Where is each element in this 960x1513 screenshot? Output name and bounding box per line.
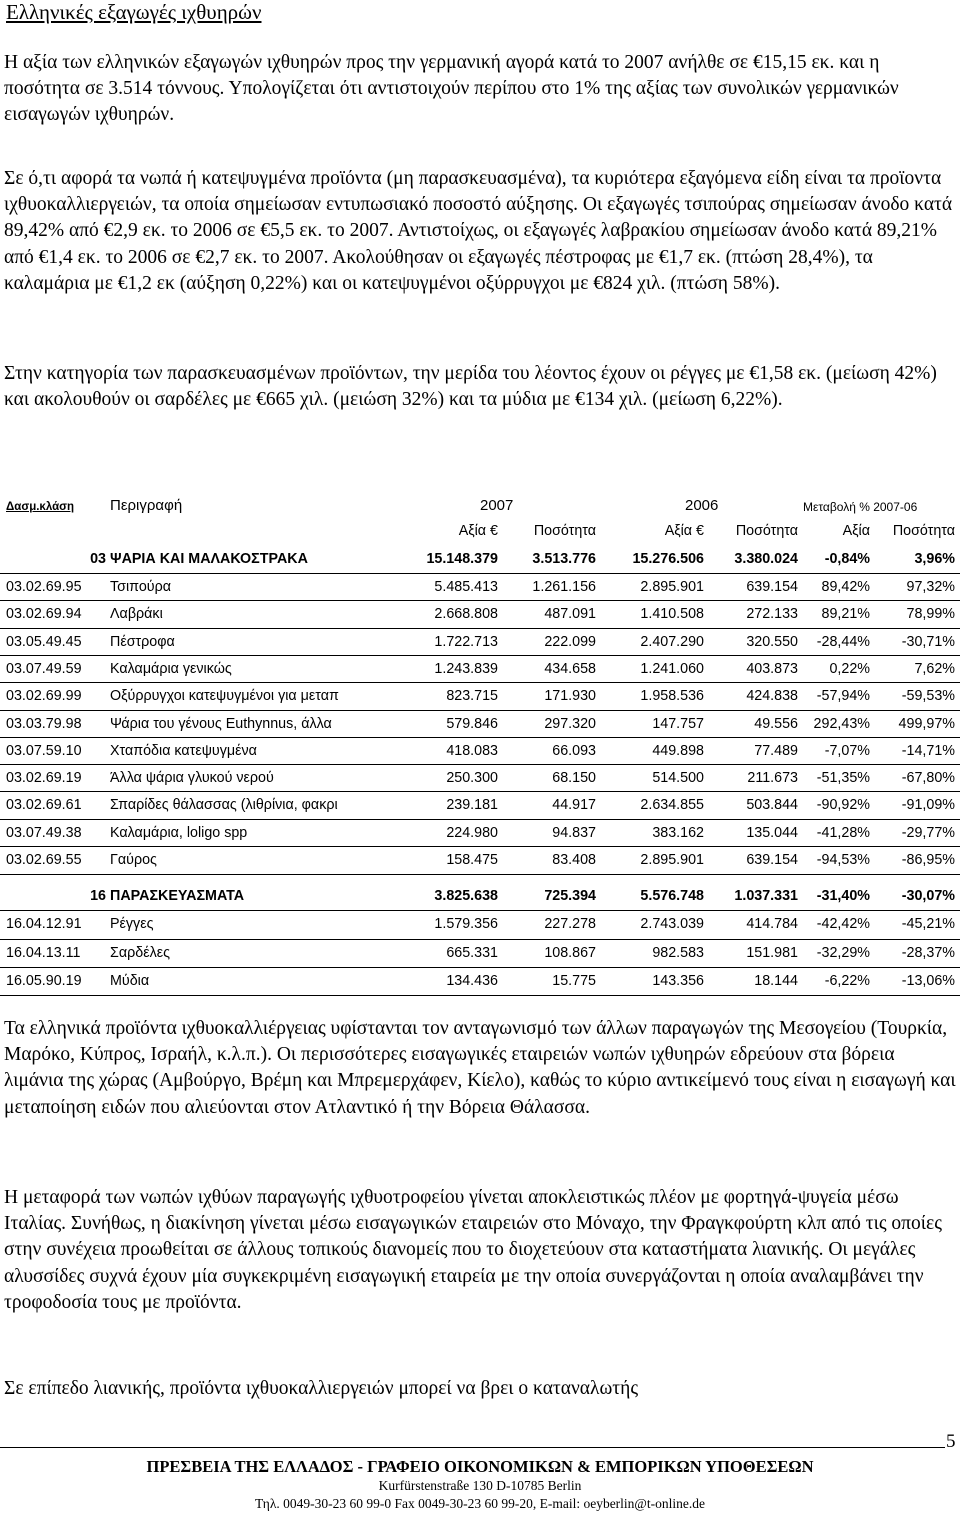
qty-change: 499,97% [898,715,955,732]
subheader-qty-2007: Ποσότητα [533,523,596,539]
qty-change: 97,32% [906,579,955,595]
tariff-code: 03.05.49.45 [6,633,82,650]
value-2007: 239.181 [446,797,498,814]
qty-2007: 434.658 [544,660,596,677]
value-2006: 147.757 [652,715,704,732]
table-row [0,910,960,938]
header-year-2007: 2007 [480,497,514,514]
qty-change: 7,62% [914,660,955,677]
tariff-code: 16.05.90.19 [6,973,82,990]
value-2006: 514.500 [652,770,704,787]
value-2006: 143.356 [652,973,704,990]
qty-2007: 297.320 [544,715,596,732]
paragraph-prepared-products: Στην κατηγορία των παρασκευασμένων προϊόντων, την μερίδα του λέοντος έχουν οι ρέγγες με €1,58 εκ. (μείωση 42%) και ακολουθούν οι σαρδέλες με €665 χιλ. (μειώση 32%) και τα μύδια με €134 χιλ. (μείωση 6,22%). [4,363,937,411]
value-2006: 2.407.290 [640,633,704,650]
table-header-row [0,490,960,517]
group-qty-change: 3,96% [914,551,955,567]
qty-2007: 222.099 [544,633,596,650]
qty-2006: 49.556 [754,715,798,732]
group-code: 03 [90,551,106,567]
qty-2007: 94.837 [552,824,596,841]
qty-2006: 151.981 [746,944,798,961]
qty-2007: 1.261.156 [532,579,596,595]
subheader-value-2006: Αξία € [664,523,704,539]
value-change: -32,29% [816,944,870,961]
footer-divider [0,1447,945,1448]
group-name: ΠΑΡΑΣΚΕΥΑΣΜΑΤΑ [110,888,245,905]
product-description: Άλλα ψάρια γλυκού νερού [110,770,274,787]
page-title: Ελληνικές εξαγωγές ιχθυηρών [6,0,262,24]
tariff-code: 03.02.69.19 [6,770,82,787]
group-value-2006: 15.276.506 [632,551,704,567]
header-year-2006: 2006 [685,497,719,514]
value-2007: 158.475 [446,852,498,868]
tariff-code: 03.07.49.59 [6,660,82,677]
group-qty-2006: 3.380.024 [734,551,798,567]
value-change: -41,28% [816,824,870,841]
value-change: -42,42% [816,916,870,933]
qty-2006: 414.784 [746,916,798,933]
qty-2007: 83.408 [552,852,596,868]
product-description: Τσιπούρα [110,579,171,595]
table-row [0,682,960,710]
value-2007: 224.980 [446,824,498,841]
value-2007: 250.300 [446,770,498,787]
value-2007: 1.579.356 [434,916,498,933]
subheader-qty-2006: Ποσότητα [735,523,798,539]
qty-change: -91,09% [901,797,955,814]
value-2006: 2.895.901 [640,852,704,868]
subheader-qty-change: Ποσότητα [892,523,955,539]
value-change: 292,43% [813,715,870,732]
subheader-value-2007: Αξία € [458,523,498,539]
value-change: -57,94% [816,688,870,705]
qty-change: -28,37% [901,944,955,961]
table-row [0,764,960,792]
value-change: 89,42% [821,579,870,595]
qty-2007: 68.150 [552,770,596,787]
qty-2007: 108.867 [544,944,596,961]
table-row [0,573,960,601]
value-2006: 2.895.901 [640,579,704,595]
product-description: Οξύρρυγχοι κατεψυγμένοι για μεταπ [110,688,339,705]
qty-change: 78,99% [906,606,955,623]
group-value-2006: 5.576.748 [640,888,704,905]
paragraph-competition: Τα ελληνικά προϊόντα ιχθυοκαλλιέργειας υφίστανται τον ανταγωνισμό των άλλων παραγωγών της Μεσογείου (Τουρκία, Μαρόκο, Κύπρος, Ισραήλ, κ.λ.π.). Οι περισσότερες εισαγωγικές εταιρειών νωπών ιχθυηρών εδρεύουν στα βόρεια λιμάνια της χώρας (Αμβούργο, Βρέμη και Μπρεμερχάφεν, Κίελο), καθώς το κύριο αντικείμενό τους είναι η εισαγωγή και μεταποίηση ειδών που αλιεύονται στον Ατλαντικό ή την Βόρεια Θάλασσα. [4,1018,956,1118]
tariff-code: 03.07.49.38 [6,824,82,841]
qty-change: -45,21% [901,916,955,933]
qty-2006: 403.873 [746,660,798,677]
qty-2006: 320.550 [746,633,798,650]
group-qty-2007: 3.513.776 [532,551,596,567]
product-description: Ψάρια του γένους Euthynnus, άλλα [110,715,332,732]
product-description: Καλαμάρια, loligo spp [110,824,248,841]
product-description: Σπαρίδες θάλασσας (λιθρίνια, φακρι [110,797,338,814]
paragraph-export-value: Η αξία των ελληνικών εξαγωγών ιχθυηρών προς την γερμανική αγορά κατά το 2007 ανήλθε σε €15,15 εκ. και η ποσότητα σε 3.514 τόννους. Υπολογίζεται ότι αντιστοιχούν περίπου στο 1% της αξίας των συνολικών γερμανικών εισαγωγών ιχθυηρών. [4,52,899,126]
header-code: Δασμ.κλάση [6,501,75,513]
paragraph-retail: Σε επίπεδο λιανικής, προϊόντα ιχθυοκαλλιεργειών μπορεί να βρει ο καταναλωτής [4,1378,639,1399]
qty-change: -67,80% [901,770,955,787]
group-value-change: -31,40% [816,888,870,905]
value-2007: 2.668.808 [434,606,498,623]
tariff-code: 03.07.59.10 [6,742,82,759]
value-2006: 2.743.039 [640,916,704,933]
qty-2006: 639.154 [746,579,798,595]
table-row [0,967,960,996]
qty-2007: 171.930 [544,688,596,705]
page-number: 5 [946,1431,956,1452]
subheader-value-change: Αξία [842,523,870,539]
product-description: Πέστροφα [110,633,175,650]
header-description: Περιγραφή [110,497,183,514]
value-2006: 1.410.508 [640,606,704,623]
table-row [0,939,960,967]
value-2007: 579.846 [446,715,498,732]
value-change: 0,22% [829,660,870,677]
value-2007: 134.436 [446,973,498,990]
table-group-row [0,883,960,910]
tariff-code: 03.02.69.55 [6,852,82,868]
value-2007: 665.331 [446,944,498,961]
tariff-code: 16.04.12.91 [6,916,82,933]
product-description: Γαύρος [110,852,157,868]
header-change: Μεταβολή % 2007-06 [803,500,918,514]
table-row [0,600,960,628]
product-description: Λαβράκι [110,606,163,623]
table-row [0,655,960,683]
tariff-code: 03.02.69.99 [6,688,82,705]
qty-2006: 272.133 [746,606,798,623]
product-description: Σαρδέλες [110,944,170,961]
qty-2007: 227.278 [544,916,596,933]
value-change: -7,07% [824,742,870,759]
value-2006: 2.634.855 [640,797,704,814]
qty-2006: 18.144 [754,973,798,990]
tariff-code: 03.03.79.98 [6,715,82,732]
value-change: -94,53% [816,852,870,868]
tariff-code: 03.02.69.61 [6,797,82,814]
value-change: -51,35% [816,770,870,787]
group-qty-change: -30,07% [901,888,955,905]
value-2006: 383.162 [652,824,704,841]
tariff-code: 16.04.13.11 [6,944,81,961]
qty-2006: 424.838 [746,688,798,705]
group-qty-2006: 1.037.331 [734,888,798,905]
table-row [0,628,960,656]
qty-2007: 487.091 [544,606,596,623]
group-qty-2007: 725.394 [544,888,596,905]
value-2007: 418.083 [446,742,498,759]
value-2006: 449.898 [652,742,704,759]
paragraph-transport: Η μεταφορά των νωπών ιχθύων παραγωγής ιχθυοτροφείου γίνεται αποκλειστικώς πλέον με φορτηγά-ψυγεία μέσω Ιταλίας. Συνήθως, η διακίνηση γίνεται μέσω εισαγωγικών εταιρειών στο Μόναχο, την Φραγκφούρτη κλπ από τις οποίες στην συνέχεια προωθείται σε άλλους τοπικούς διανομείς που το διοχετεύουν στα καταστήματα λιανικής. Οι μεγάλες αλυσσίδες συχνά έχουν μία συγκεκριμένη εισαγωγική εταιρεία με την οποία συνεργάζονται η οποία αναλαμβάνει την τροφοδοσία τους με προϊόντα. [4,1187,942,1313]
value-change: 89,21% [821,606,870,623]
value-change: -28,44% [816,633,870,650]
value-change: -6,22% [824,973,870,990]
value-change: -90,92% [816,797,870,814]
group-value-2007: 3.825.638 [434,888,498,905]
qty-2007: 15.775 [552,973,596,990]
footer-office-name: ΠΡΕΣΒΕΙΑ ΤΗΣ ΕΛΛΑΔΟΣ - ΓΡΑΦΕΙΟ ΟΙΚΟΝΟΜΙΚΩΝ & ΕΜΠΟΡΙΚΩΝ ΥΠΟΘΕΣΕΩΝ [146,1457,814,1476]
footer-contact: Τηλ. 0049-30-23 60 99-0 Fax 0049-30-23 60 99-20, E-mail: oeyberlin@t-online.de [255,1496,705,1511]
qty-change: -86,95% [901,852,955,868]
value-2006: 1.958.536 [640,688,704,705]
value-2007: 5.485.413 [434,579,498,595]
qty-2006: 135.044 [746,824,798,841]
value-2007: 1.243.839 [434,660,498,677]
product-description: Μύδια [110,973,150,990]
table-row [0,846,960,875]
group-code: 16 [90,888,106,905]
qty-change: -29,77% [901,824,955,841]
group-name: ΨΑΡΙΑ ΚΑΙ ΜΑΛΑΚΟΣΤΡΑΚΑ [110,551,308,567]
product-description: Καλαμάρια γενικώς [110,660,232,677]
product-description: Χταπόδια κατεψυγμένα [110,742,257,759]
qty-2006: 639.154 [746,852,798,868]
qty-change: -13,06% [901,973,955,990]
qty-change: -30,71% [901,633,955,650]
qty-2007: 44.917 [552,797,596,814]
tariff-code: 03.02.69.94 [6,606,82,623]
value-2007: 823.715 [446,688,498,705]
product-description: Ρέγγες [110,916,154,933]
group-value-2007: 15.148.379 [426,551,498,567]
qty-2006: 211.673 [747,770,798,787]
qty-change: -59,53% [901,688,955,705]
paragraph-fresh-frozen: Σε ό,τι αφορά τα νωπά ή κατεψυγμένα προϊόντα (μη παρασκευασμένα), τα κυριότερα εξαγόμενα είδη είναι τα προϊοντα ιχθυοκαλλιεργειών, τα οποία σημείωσαν εντυπωσιακό ποσοστό αύξησης. Οι εξαγωγές τσιπούρας σημείωσαν άνοδο κατά 89,42% από €2,9 εκ. το 2006 σε €5,5 εκ. το 2007. Αντιστοίχως, οι εξαγωγές λαβρακίου σημείωσαν άνοδο κατά 89,21% από €1,4 εκ. το 2006 σε €2,7 εκ. το 2007. Ακολούθησαν οι εξαγωγές πέστροφας με €1,7 εκ. (πτώση 28,4%), τα καλαμάρια με €1,2 εκ (αύξηση 0,22%) και οι κατεψυγμένοι οξύρρυγχοι με €824 χιλ. (πτώση 58%). [4,168,953,294]
value-2007: 1.722.713 [434,633,498,650]
table-row [0,791,960,819]
value-2006: 1.241.060 [640,660,704,677]
qty-2007: 66.093 [552,742,596,759]
tariff-code: 03.02.69.95 [6,579,82,595]
qty-2006: 503.844 [746,797,798,814]
qty-change: -14,71% [901,742,955,759]
group-value-change: -0,84% [824,551,870,567]
table-group-row [0,546,960,573]
table-row [0,737,960,765]
table-subheader-row [0,518,960,545]
table-row [0,710,960,738]
table-row [0,819,960,847]
footer-address: Kurfürstenstraße 130 D-10785 Berlin [378,1478,582,1493]
qty-2006: 77.489 [754,742,798,759]
value-2006: 982.583 [652,944,704,961]
